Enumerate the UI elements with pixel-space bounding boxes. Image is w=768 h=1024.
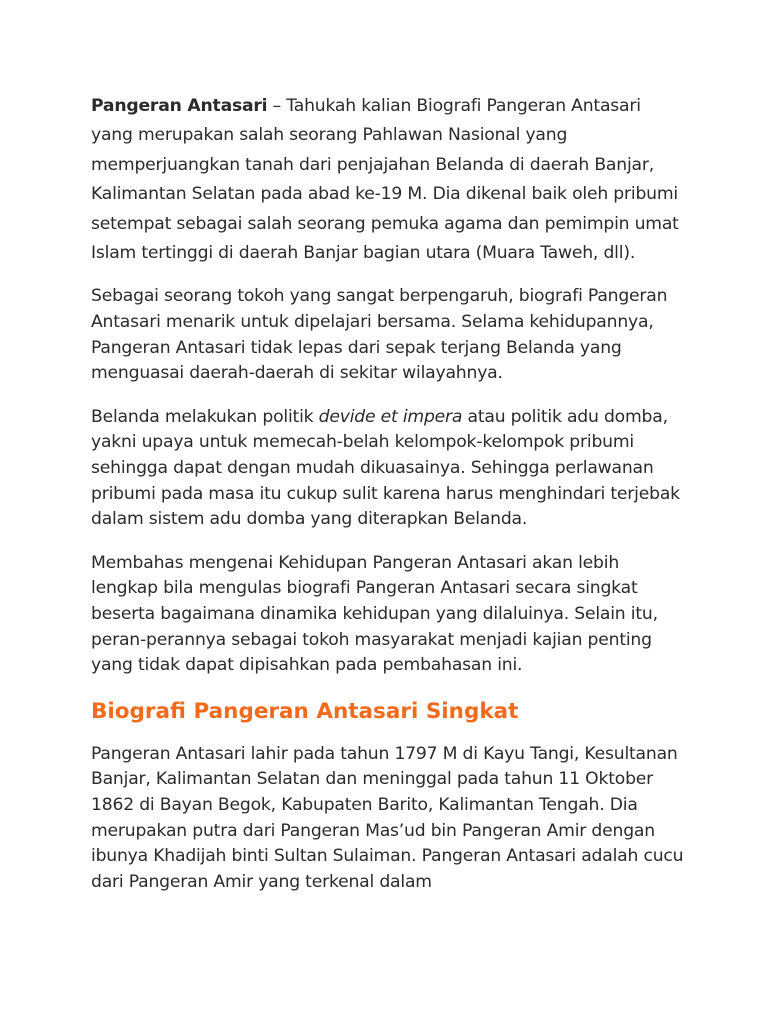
paragraph-discussion: Membahas mengenai Kehidupan Pangeran Antasari akan lebih lengkap bila mengulas biografi Pangeran Antasari secara singkat beserta bagaimana dinamika kehidupan yang dilaluinya. Selain itu, peran-perannya sebagai tokoh masyarakat menjadi kajian penting yang tidak dapat dipisahkan pada pembahasan ini.: [91, 552, 658, 676]
section-heading: Biografi Pangeran Antasari Singkat: [91, 698, 519, 724]
intro-text: – Tahukah kalian Biografi Pangeran Antasari yang merupakan salah seorang Pahlawan Nasional yang memperjuangkan tanah dari penjajahan Belanda di daerah Banjar, Kalimantan Selatan pada abad ke-19 M. Dia dikenal baik oleh pribumi setempat sebagai salah seorang pemuka agama dan pemimpin umat Islam tertinggi di daerah Banjar bagian utara (Muara Taweh, dll).: [91, 96, 679, 264]
politics-text-after: atau politik adu domba, yakni upaya untuk memecah-belah kelompok-kelompok pribumi sehingga dapat dengan mudah dikuasainya. Sehingga perlawanan pribumi pada masa itu cukup sulit karena harus menghindari terjebak dalam sistem adu domba yang diterapkan Belanda.: [91, 406, 680, 530]
politics-emphasis: devide et impera: [318, 406, 463, 427]
intro-name: Pangeran Antasari: [91, 96, 268, 116]
intro-paragraph: [91, 92, 686, 268]
paragraph-influence: Sebagai seorang tokoh yang sangat berpengaruh, biografi Pangeran Antasari menarik untuk dipelajari bersama. Selama kehidupannya, Pangeran Antasari tidak lepas dari sepak terjang Belanda yang menguasai daerah-daerah di sekitar wilayahnya.: [91, 286, 668, 384]
paragraph-biography: Pangeran Antasari lahir pada tahun 1797 M di Kayu Tangi, Kesultanan Banjar, Kalimantan Selatan dan meninggal pada tahun 11 Oktober 1862 di Bayan Begok, Kabupaten Barito, Kalimantan Tengah. Dia merupakan putra dari Pangeran Mas’ud bin Pangeran Amir dengan ibunya Khadijah binti Sultan Sulaiman. Pangeran Antasari adalah cucu dari Pangeran Amir yang terkenal dalam: [91, 743, 684, 892]
politics-text-before: Belanda melakukan politik: [91, 406, 319, 427]
paragraph-politics: [91, 405, 686, 533]
